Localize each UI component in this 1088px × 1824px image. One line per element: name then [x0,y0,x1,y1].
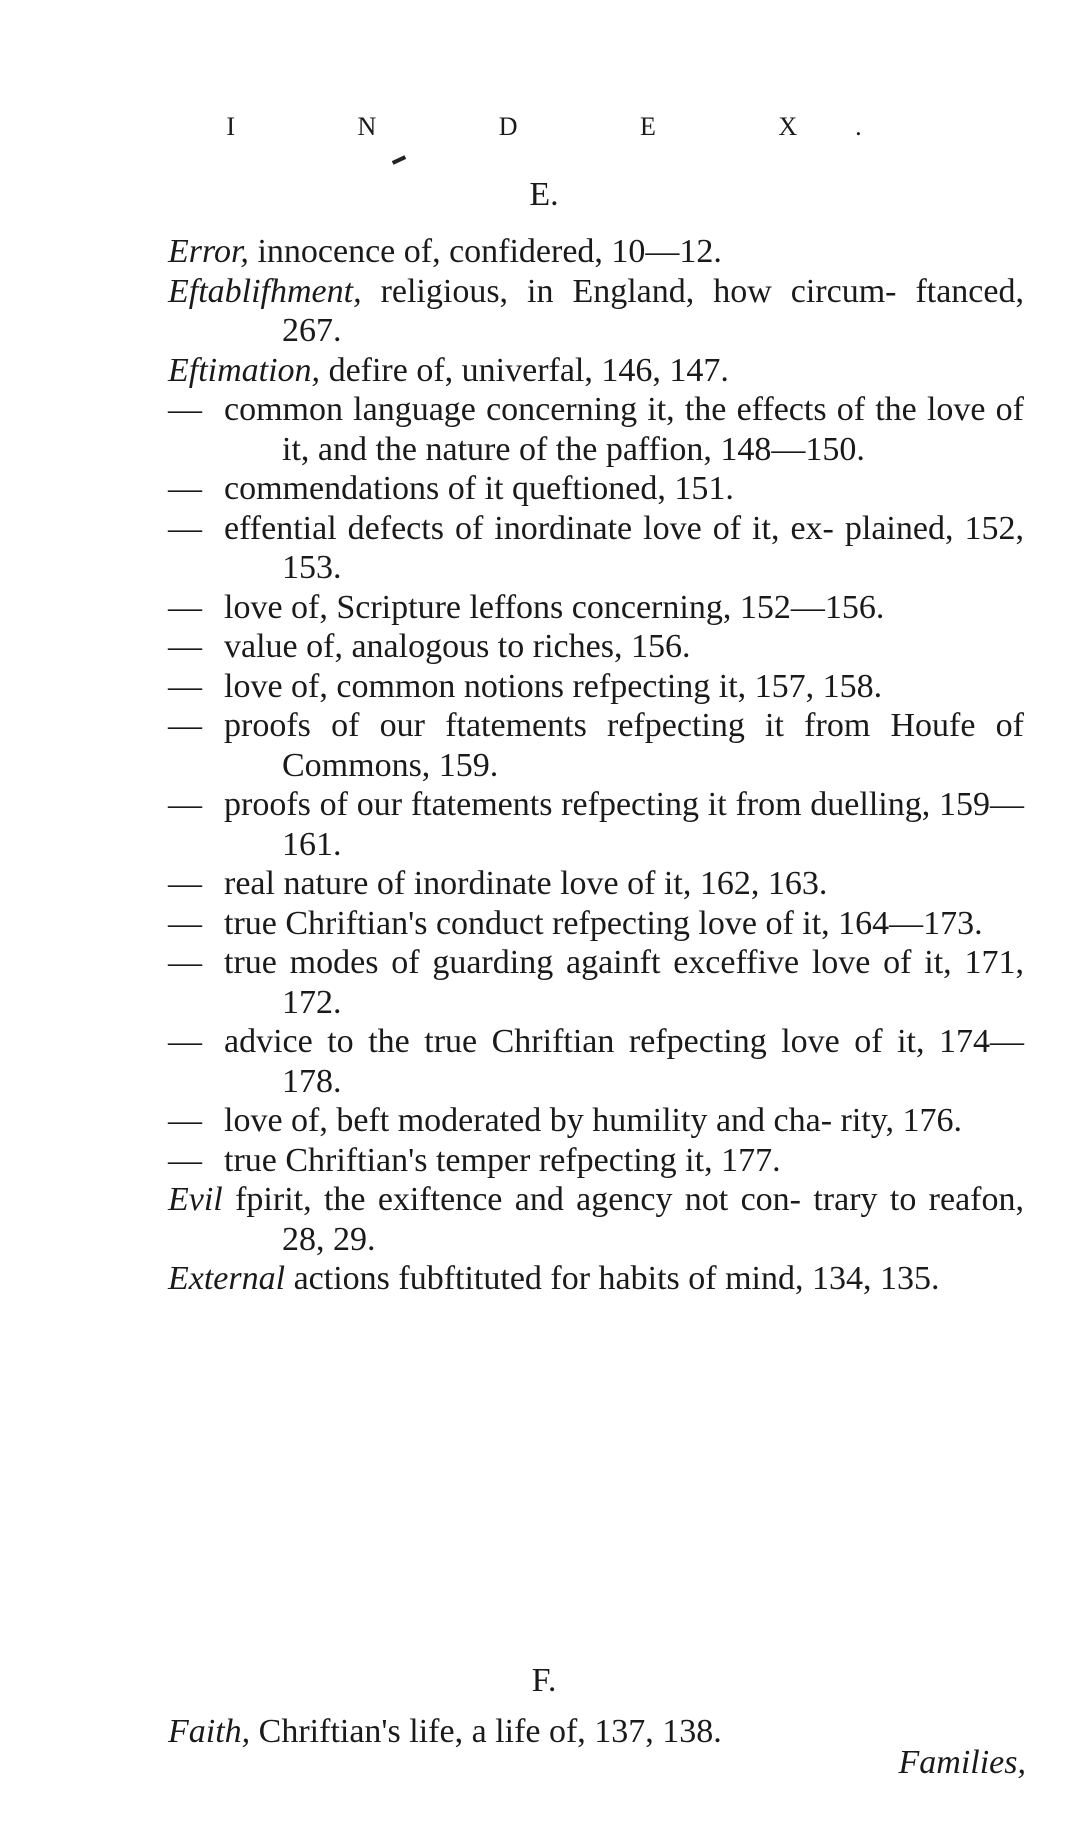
index-entry [168,1022,1024,1101]
entry-text: commendations of it queftioned, 151. [224,470,734,507]
entry-term: Error, [168,233,249,270]
entry-text: value of, analogous to riches, 156. [224,628,691,665]
index-entry [168,1259,1024,1299]
index-entry [168,943,1024,1022]
entry-dash: — [168,667,202,705]
index-entry [168,667,1024,707]
entry-dash: — [168,944,202,981]
index-entry [168,232,1024,272]
index-entry [168,509,1024,588]
index-entry [168,627,1024,667]
entry-text: Chriftian's life, a life of, 137, 138. [250,1713,722,1750]
entry-text: religious, in England, how circum- ftanced, 267. [282,272,1024,349]
entry-term: Evil [168,1181,223,1218]
entry-dash: — [168,588,202,626]
index-entry [168,390,1024,469]
entry-dash: — [168,628,202,665]
entry-dash: — [168,786,202,823]
entry-text: real nature of inordinate love of it, 162, 163. [224,865,828,902]
index-entry [168,351,1024,391]
entry-text: proofs of our ftatements refpecting it from duelling, 159—161. [224,786,1024,863]
entry-text: true modes of guarding againft exceffive love of it, 171, 172. [224,944,1024,1021]
entry-text: actions fubftituted for habits of mind, 134, 135. [285,1260,940,1297]
entry-text: effential defects of inordinate love of it, ex- plained, 152, 153. [224,509,1024,586]
entry-dash: — [168,865,202,902]
entry-text: love of, common notions refpecting it, 157, 158. [224,667,883,705]
entry-text: fpirit, the exiftence and agency not con- trary to reafon, 28, 29. [222,1181,1024,1258]
entry-text: common language concerning it, the effects of the love of it, and the nature of the paffion, 148—150. [224,391,1024,468]
entries-list-f [168,1712,1024,1752]
entry-text: true Chriftian's conduct refpecting love of it, 164—173. [224,904,983,942]
entry-dash: — [168,707,202,744]
index-entry [168,1180,1024,1259]
index-entry [168,785,1024,864]
index-entry [168,1101,1024,1141]
index-entry [168,272,1024,351]
page-header: I N D E X. [226,112,920,141]
entry-text: love of, beft moderated by humility and cha- rity, 176. [224,1102,963,1139]
entry-text: proofs of our ftatements refpecting it from Houfe of Commons, 159. [224,707,1024,784]
entry-term: External [168,1260,286,1297]
entries-list-e [168,232,1024,1299]
entry-text: advice to the true Chriftian refpecting love of it, 174—178. [224,1023,1024,1100]
entry-dash: — [168,509,202,547]
catchword: Families, [898,1744,1026,1781]
printer-mark [392,155,406,165]
index-entry [168,1141,1024,1181]
entry-term: Eftimation, [168,351,321,389]
entry-dash: — [168,904,202,942]
entry-dash: — [168,470,202,507]
index-entry [168,864,1024,904]
entry-text: true Chriftian's temper refpecting it, 177. [224,1141,781,1179]
entry-text: innocence of, confidered, 10—12. [248,233,722,270]
entry-dash: — [168,1141,202,1179]
index-entry [168,904,1024,944]
entry-term: Eftablifhment, [168,272,362,310]
entry-dash: — [168,391,202,428]
section-letter-f: F. [531,1662,557,1699]
entry-term: Faith, [168,1713,251,1750]
index-entry [168,588,1024,628]
entry-dash: — [168,1102,202,1139]
index-entry [168,1712,1024,1752]
entry-text: love of, Scripture leffons concerning, 152—156. [224,588,885,626]
entry-dash: — [168,1023,202,1060]
section-letter-e: E. [529,176,559,213]
index-entry [168,469,1024,509]
entry-text: defire of, univerfal, 146, 147. [320,351,729,389]
index-entry [168,706,1024,785]
